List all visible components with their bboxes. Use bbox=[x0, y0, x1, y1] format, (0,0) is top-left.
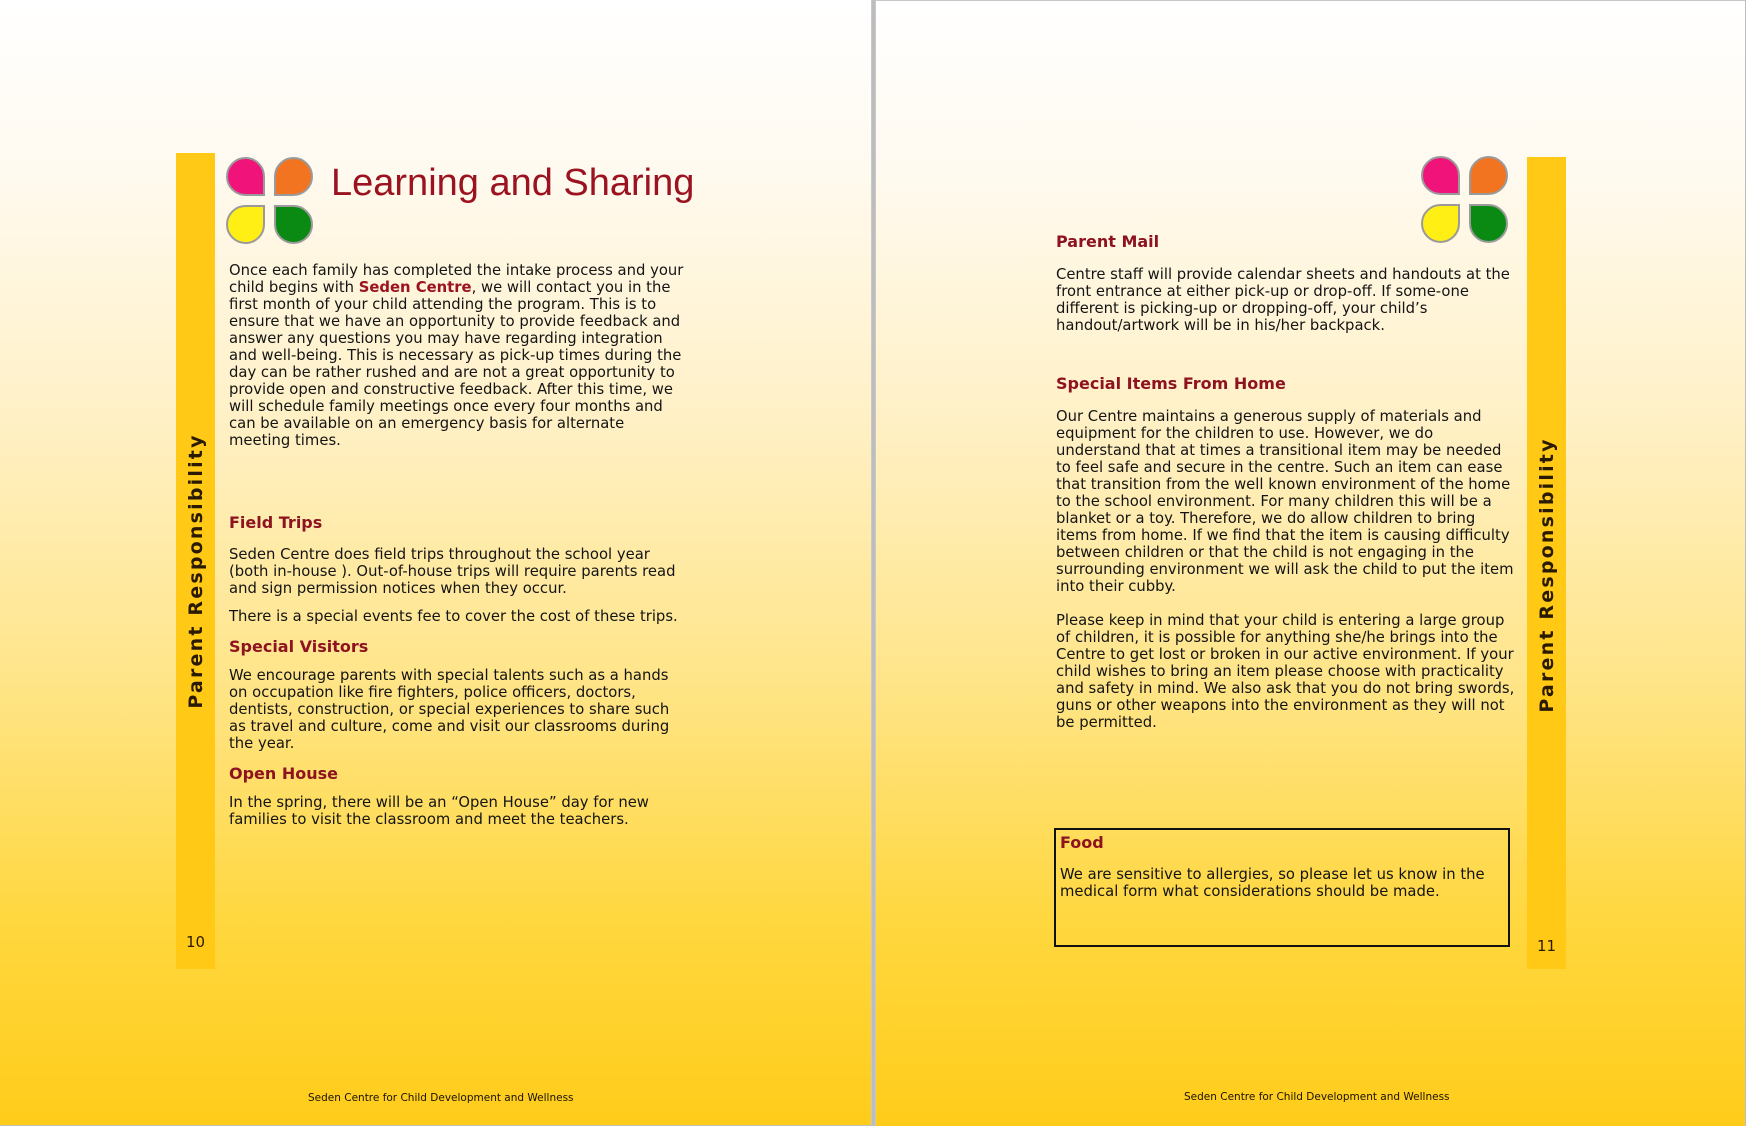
page-11 bbox=[875, 0, 1745, 1126]
food-paragraph: We are sensitive to allergies, so please let us know in the medical form what considerations should be made. bbox=[1060, 866, 1485, 900]
parent-mail-heading: Parent Mail bbox=[1056, 232, 1160, 251]
intro-text-end: , we will contact you in the first month of your child attending the program. This is to ensure that we have an opportunity to provide feedback and answer any questions you may have regarding integration and well-being. This is necessary as pick-up times during the day can be rather rushed and are not a great opportunity to provide open and constructive feedback. After this time, we will schedule family meetings once every four months and can be available on an emergency basis for alternate meeting times. bbox=[229, 279, 682, 449]
sidebar-label: Parent Responsibility bbox=[1535, 437, 1558, 713]
petal-orange bbox=[1469, 156, 1508, 195]
food-heading: Food bbox=[1060, 833, 1104, 852]
petal-green bbox=[274, 205, 313, 244]
right-text-column bbox=[1056, 232, 1516, 731]
field-trips-paragraph-2: There is a special events fee to cover the cost of these trips. bbox=[229, 608, 678, 625]
intro-paragraph bbox=[229, 262, 684, 449]
brand-name: Seden Centre bbox=[358, 279, 472, 296]
special-items-paragraph-1: Our Centre maintains a generous supply of materials and equipment for the children to use. However, we do understand that at times a transitional item may be needed to feel safe and secure in the centre. Such an item can ease that transition from the well known environment of the home to the school environment. For many children this will be a blanket or a toy. Therefore, we do allow children to bring items from home. If we find that the item is causing difficulty between children or that the child is not engaging in the surrounding environment we will ask the child to put the item into their cubby. bbox=[1056, 408, 1514, 595]
page-footer: Seden Centre for Child Development and Wellness bbox=[1184, 1091, 1450, 1103]
flower-logo-icon bbox=[226, 157, 316, 247]
petal-orange bbox=[274, 157, 313, 196]
special-visitors-heading: Special Visitors bbox=[229, 637, 369, 656]
intro-text-start: Once each family has completed the intake process and your child begins with bbox=[229, 262, 684, 296]
page-number: 11 bbox=[1536, 937, 1557, 955]
sidebar-bar bbox=[1527, 157, 1566, 969]
page-number: 10 bbox=[185, 933, 206, 951]
sidebar-bar bbox=[176, 153, 215, 969]
field-trips-paragraph-1: Seden Centre does field trips throughout the school year (both in-house ). Out-of-house trips will require parents read and sign permission notices when they occur. bbox=[229, 546, 676, 597]
special-visitors-paragraph: We encourage parents with special talents such as a hands on occupation like fire fighters, police officers, doctors, dentists, construction, or special experiences to share such as travel and culture, come and visit our classrooms during the year. bbox=[229, 667, 670, 752]
petal-pink bbox=[1421, 156, 1460, 195]
page-title: Learning and Sharing bbox=[331, 162, 695, 204]
special-items-heading: Special Items From Home bbox=[1056, 374, 1286, 393]
special-items-paragraph-2: Please keep in mind that your child is entering a large group of children, it is possible for anything she/he brings into the Centre to get lost or broken in our active environment. If your child wishes to bring an item please choose with practicality and safety in mind. We also ask that you do not bring swords, guns or other weapons into the environment as they will not be permitted. bbox=[1056, 612, 1515, 731]
sidebar-label: Parent Responsibility bbox=[184, 433, 207, 709]
open-house-paragraph: In the spring, there will be an “Open House” day for new families to visit the classroom and meet the teachers. bbox=[229, 794, 649, 828]
petal-yellow bbox=[226, 205, 265, 244]
petal-pink bbox=[226, 157, 265, 196]
page-footer: Seden Centre for Child Development and Wellness bbox=[308, 1092, 574, 1104]
left-text-column bbox=[229, 262, 684, 828]
parent-mail-paragraph: Centre staff will provide calendar sheets and handouts at the front entrance at either pick-up or drop-off. If some-one different is picking-up or dropping-off, your child’s handout/artwork will be in his/her backpack. bbox=[1056, 266, 1510, 334]
open-house-heading: Open House bbox=[229, 764, 339, 783]
food-callout-box bbox=[1054, 828, 1510, 947]
field-trips-heading: Field Trips bbox=[229, 513, 323, 532]
page-10 bbox=[0, 0, 872, 1125]
